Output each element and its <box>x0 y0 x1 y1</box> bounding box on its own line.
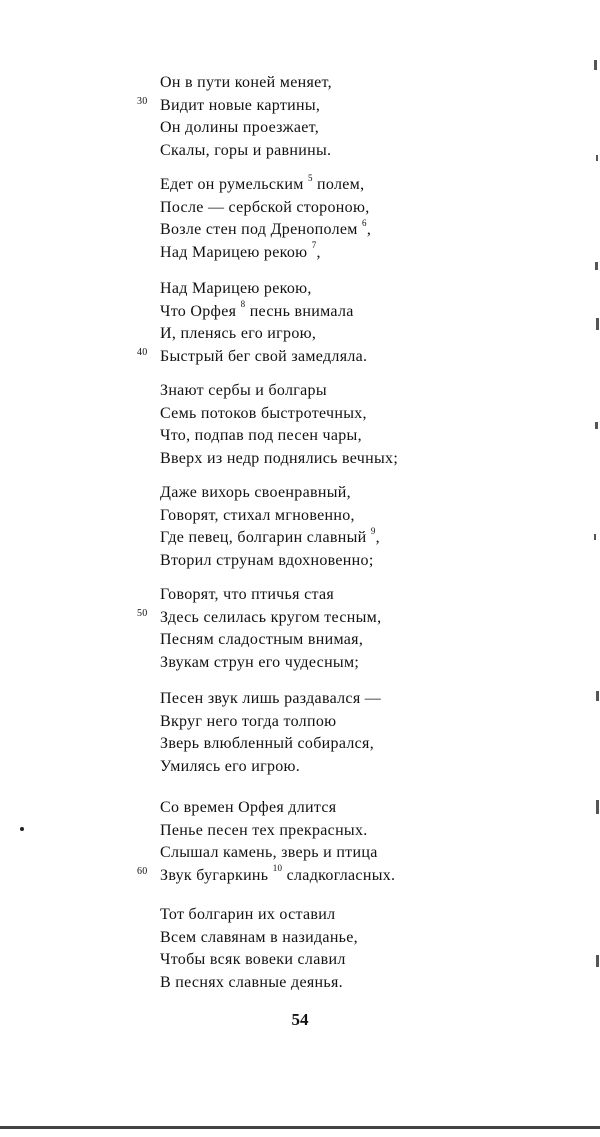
verse-line: Даже вихорь своенравный, <box>160 484 351 501</box>
verse-line: Чтобы всяк вовеки славил <box>160 951 346 968</box>
page-number: 54 <box>291 1010 309 1029</box>
footnote-mark: 10 <box>272 863 283 874</box>
scan-edge-mark <box>596 800 599 814</box>
verse-line: Возле стен под Дренополем $^6$, <box>160 217 372 238</box>
scan-edge-mark <box>594 534 596 540</box>
footnote-mark: 9 <box>370 525 376 536</box>
verse-line: Песням сладостным внимая, <box>160 631 364 648</box>
verse-line: Пенье песен тех прекрасных. <box>160 821 368 839</box>
verse-line: Вторил струнам вдохновенно; <box>160 551 374 569</box>
ink-speck <box>20 827 24 831</box>
verse-line: Говорят, стихал мгновенно, <box>160 506 355 524</box>
verse-line: 30 Видит новые картины, <box>160 95 560 118</box>
stanza <box>137 797 560 887</box>
line-number: 50 <box>137 607 148 619</box>
stanza <box>137 278 560 368</box>
verse-line: Скалы, горы и равнины. <box>160 141 332 159</box>
verse-line: Он в пути коней меняет, <box>160 74 332 91</box>
footnote-mark: 5 <box>307 172 313 183</box>
line-number: 30 <box>137 95 148 107</box>
footnote-mark: 8 <box>240 299 246 310</box>
verse-line: Едет он румельским $^5$ полем, <box>160 172 365 193</box>
verse-line: Он долины проезжает, <box>160 119 320 136</box>
verse-line: Говорят, что птичья стая <box>160 586 335 603</box>
verse-line: Что Орфея $^8$ песнь внимала <box>160 299 354 320</box>
verse-line: Вкруг него тогда толпою <box>160 712 337 730</box>
verse-line: После — сербской стороною, <box>160 198 370 216</box>
footnote-mark: 7 <box>311 240 317 251</box>
verse-line: 50 Здесь селилась кругом тесным, <box>160 607 560 630</box>
stanza <box>137 72 560 162</box>
verse-line: Зверь влюбленный собирался, <box>160 735 375 752</box>
stanza <box>160 904 560 994</box>
verse-line: Со времен Орфея длится <box>160 799 337 816</box>
verse-line: Всем славянам в назиданье, <box>160 928 358 946</box>
verse-line: Звукам струн его чудесным; <box>160 653 360 671</box>
verse-line: И, пленясь его игрою, <box>160 325 317 342</box>
verse-line: Над Марицею рекою $^7$, <box>160 240 321 261</box>
verse-line: Песен звук лишь раздавался — <box>160 690 382 707</box>
line-number: 60 <box>137 865 148 877</box>
verse-line: Семь потоков быстротечных, <box>160 404 367 422</box>
verse-line: Что, подпав под песен чары, <box>160 427 362 444</box>
scan-bottom-edge <box>0 1126 600 1129</box>
scan-edge-mark <box>596 318 599 330</box>
scan-edge-mark <box>595 422 598 429</box>
footnote-mark: 6 <box>362 217 367 228</box>
verse-line: 40 Быстрый бег свой замедляла. <box>160 346 560 369</box>
verse-line: Вверх из недр поднялись вечных; <box>160 449 399 467</box>
scan-edge-mark <box>596 155 598 161</box>
scan-edge-mark <box>596 691 599 701</box>
verse-line: Слышал камень, зверь и птица <box>160 844 378 861</box>
verse-line: Тот болгарин их оставил <box>160 906 336 923</box>
verse-line: Умилясь его игрою. <box>160 757 301 775</box>
stanza <box>160 380 560 470</box>
stanza <box>160 482 560 572</box>
verse-line: Где певец, болгарин славный $^9$, <box>160 525 380 546</box>
stanza <box>160 688 560 778</box>
scan-edge-mark <box>594 60 597 70</box>
stanza <box>137 584 560 674</box>
line-number: 40 <box>137 346 148 358</box>
verse-line: Знают сербы и болгары <box>160 382 327 399</box>
verse-line: В песнях славные деянья. <box>160 973 343 991</box>
stanza <box>160 174 560 264</box>
verse-line: 60 Звук бугаркинь $^{10}$ сладкогласных. <box>160 865 560 888</box>
scan-edge-mark <box>596 955 599 967</box>
scan-edge-mark <box>595 262 598 270</box>
verse-line: Над Марицею рекою, <box>160 280 312 297</box>
